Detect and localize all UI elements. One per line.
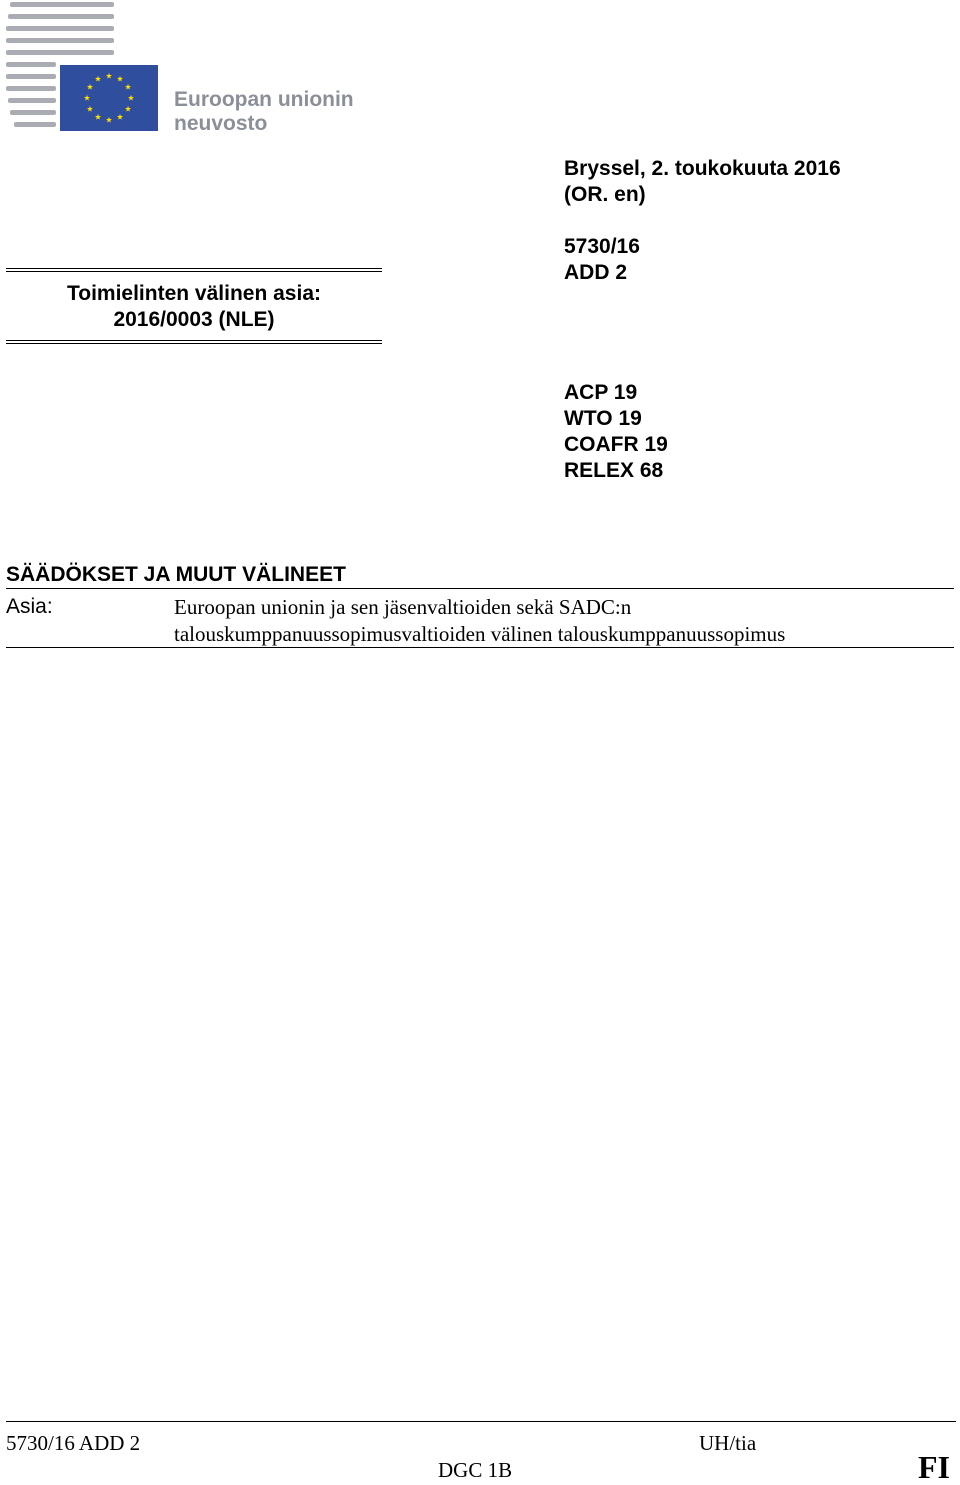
council-logo (6, 0, 166, 132)
section-title: SÄÄDÖKSET JA MUUT VÄLINEET (6, 563, 346, 586)
footer-rule (6, 1421, 956, 1422)
interinstitutional-label: Toimielinten välinen asia: (66, 282, 321, 305)
footer-language-code: FI (918, 1449, 950, 1485)
code-wto: WTO 19 (564, 407, 642, 430)
code-coafr: COAFR 19 (564, 433, 668, 456)
classification-codes (564, 380, 668, 484)
place-date-block (564, 156, 841, 208)
footer-initials: UH/tia (699, 1431, 757, 1455)
subject-line2: talouskumppanuussopimusvaltioiden välinen talouskumppanuussopimus (174, 622, 786, 646)
interinstitutional-number: 2016/0003 (NLE) (113, 308, 275, 331)
interinstitutional-text (6, 281, 382, 333)
original-language: (OR. en) (564, 183, 646, 206)
section-bottom-rule (6, 647, 954, 648)
org-name-line1: Euroopan unionin (174, 88, 354, 111)
footer-directorate: DGC 1B (438, 1458, 513, 1482)
document-number-block (564, 234, 640, 286)
code-relex: RELEX 68 (564, 459, 664, 482)
subject-text (174, 594, 954, 648)
org-name-line2: neuvosto (174, 112, 268, 135)
code-acp: ACP 19 (564, 381, 638, 404)
organization-name (174, 88, 354, 136)
subject-line1: Euroopan unionin ja sen jäsenvaltioiden sekä SADC:n (174, 595, 632, 619)
document-number: 5730/16 (564, 235, 640, 258)
bottom-double-rule (6, 340, 382, 344)
addendum-number: ADD 2 (564, 261, 628, 284)
interinstitutional-file-box (6, 268, 382, 344)
top-double-rule (6, 268, 382, 272)
place-date: Bryssel, 2. toukokuuta 2016 (564, 157, 841, 180)
subject-label: Asia: (6, 595, 53, 618)
section-top-rule (6, 588, 954, 589)
footer-doc-ref: 5730/16 ADD 2 (6, 1431, 141, 1455)
